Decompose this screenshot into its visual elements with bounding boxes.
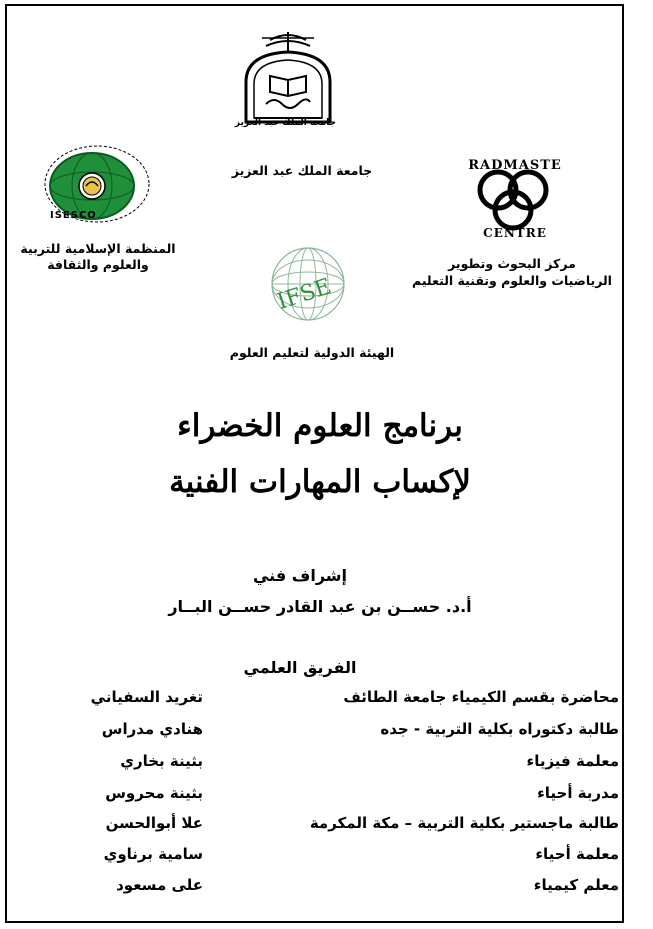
radmaste-logo [450,148,580,244]
team-label: الفريق العلمي [243,658,357,677]
radmaste-caption-line2: الرياضيات والعلوم وتقنية التعليم [412,273,612,288]
member-role: محاضرة بقسم الكيمياء جامعة الطائف [343,688,619,706]
radmaste-caption-line1: مركز البحوث وتطوير [448,256,576,271]
title-line2: لإكساب المهارات الفنية [169,464,471,500]
radmaste-top-text: RADMASTE [468,158,562,173]
member-name: تغريد السفياني [90,688,203,706]
member-role: مدربة أحياء [537,784,619,802]
member-name: بثينة محروس [105,784,203,802]
member-role: معلمة فيزياء [526,752,619,770]
member-name: علا أبوالحسن [105,814,203,832]
ifse-logo-text: IFSE [274,274,335,315]
member-role: طالبة دكتوراه بكلية التربية - جده [380,720,619,738]
isesco-logo [30,140,165,232]
ifse-caption: الهيئة الدولية لتعليم العلوم [229,345,395,360]
member-name: على مسعود [116,876,203,894]
member-name: هنادي مدراس [101,720,203,738]
isesco-ring-text: ISESCO [50,210,97,221]
radmaste-bottom-text: CENTRE [483,226,547,240]
isesco-caption-line2: والعلوم والثقافة [47,257,149,272]
kau-logo [234,30,336,134]
kau-seal-text: جامعة الملك عبد العزيز [234,118,336,128]
ifse-logo [262,244,352,330]
supervisor-name: أ.د. حســن بن عبد القادر حســن البــار [168,597,472,616]
member-name: بثينة بخاري [120,752,203,770]
kau-caption: جامعة الملك عبد العزيز [231,163,373,178]
supervision-label: إشراف فني [252,566,347,585]
member-role: طالبة ماجستير بكلية التربية – مكة المكرمة [309,814,619,832]
member-name: سامية برناوي [103,845,203,863]
member-role: معلم كيمياء [533,876,619,894]
member-role: معلمة أحياء [535,845,619,863]
title-line1: برنامج العلوم الخضراء [177,408,463,444]
isesco-caption-line1: المنظمة الإسلامية للتربية [20,241,176,256]
